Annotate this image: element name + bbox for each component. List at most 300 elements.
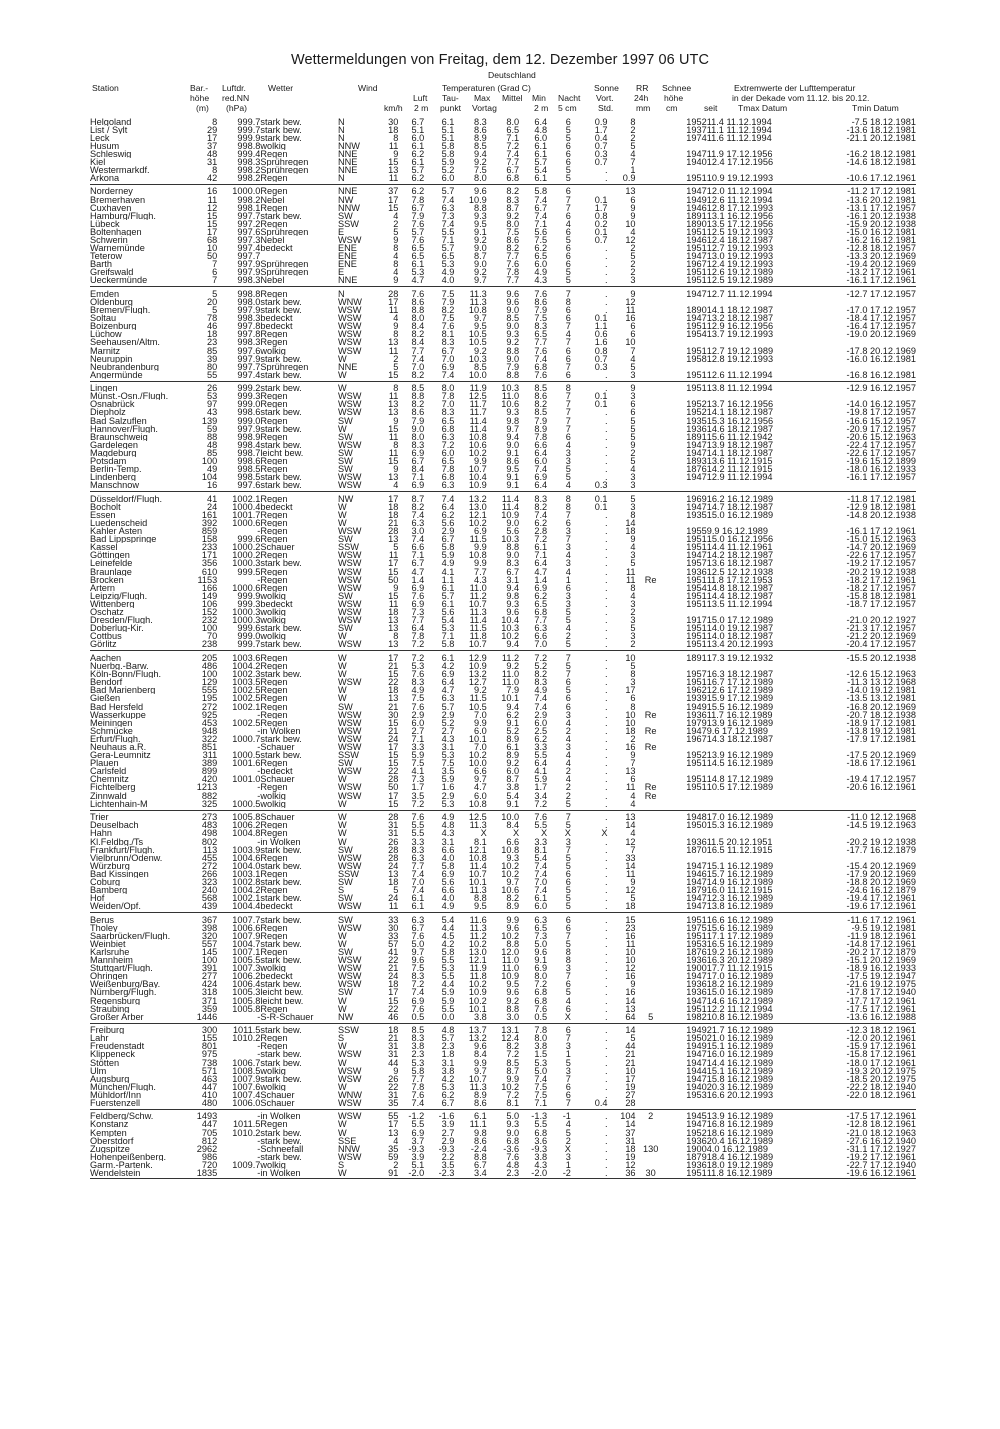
- record-since: 1947: [686, 440, 707, 449]
- snow-depth: [636, 535, 666, 543]
- air-temp: 5.5: [411, 829, 425, 838]
- max-temp: 10.8: [468, 306, 487, 315]
- sunshine: .: [604, 767, 608, 776]
- pressure: -: [257, 742, 261, 752]
- table-row: [90, 1026, 916, 1034]
- snow-depth: [636, 260, 666, 268]
- snow-depth: [636, 355, 666, 363]
- record-since: 1954: [686, 583, 707, 592]
- snow-depth: [636, 751, 666, 759]
- max-temp: 10.9: [468, 988, 487, 997]
- weather: stark bew.: [260, 473, 302, 482]
- sunshine: .: [604, 583, 608, 592]
- station-name: Barth: [90, 260, 112, 269]
- air-temp: 7.5: [411, 694, 425, 703]
- pressure: 998.7: [237, 448, 261, 457]
- min-temp: 7.1: [534, 551, 548, 560]
- tmin-record: -20.6 16.12.1961: [846, 783, 916, 792]
- record-since: 1947: [686, 726, 707, 735]
- tmax-record: 12.8 19.12.1993: [706, 354, 774, 363]
- bar-height: 23: [207, 338, 218, 347]
- table-row: [90, 1161, 916, 1169]
- air-temp: 6.3: [411, 915, 425, 924]
- pressure: -: [257, 1152, 261, 1161]
- night-temp: 7: [565, 931, 571, 940]
- wind-dir: W: [337, 653, 347, 663]
- tmin-record: -12.3 18.12.1961: [846, 1026, 916, 1035]
- pressure: 1000.5: [232, 751, 261, 760]
- table-row: [90, 425, 916, 433]
- table-row: [90, 355, 916, 363]
- pressure: 1002.3: [232, 670, 261, 679]
- night-temp: 2: [565, 726, 571, 735]
- table-row: [90, 551, 916, 559]
- wind-dir: W: [337, 510, 347, 519]
- wind-speed: 9: [393, 416, 399, 425]
- tmax-record: 11.8 16.12.1989: [706, 1169, 773, 1178]
- mean-temp: 10.8: [501, 845, 520, 854]
- weather: Regen: [260, 923, 288, 932]
- weather: Regen: [260, 518, 288, 528]
- wind-dir: W: [337, 370, 347, 379]
- night-temp: 4: [565, 567, 571, 576]
- dew-point: 5.7: [441, 1034, 455, 1043]
- tmin-record: -12.6 15.12.1963: [846, 670, 916, 679]
- min-temp: 7.4: [534, 1074, 548, 1083]
- snow-depth: [636, 473, 666, 481]
- pressure: 999.7: [237, 125, 261, 134]
- mean-temp: 5.4: [506, 791, 520, 800]
- air-temp: 7.2: [411, 980, 425, 989]
- mean-temp: 8.8: [506, 370, 520, 379]
- tmax-record: 15.3 16.12.1956: [706, 416, 774, 425]
- wind-dir: WSW: [337, 734, 362, 743]
- night-temp: 6: [565, 370, 571, 379]
- table-row: [90, 678, 916, 686]
- air-temp: 7.5: [411, 964, 425, 973]
- bar-height: 720: [201, 1160, 218, 1170]
- mean-temp: 9.8: [506, 416, 520, 425]
- night-temp: 6: [565, 1090, 571, 1100]
- max-temp: 8.5: [473, 362, 487, 371]
- pressure: 1006.0: [232, 1099, 261, 1108]
- sunshine: 0.3: [594, 481, 608, 490]
- wind-speed: 31: [388, 821, 399, 830]
- air-temp: 7.9: [411, 211, 425, 220]
- record-since: 1950: [686, 1034, 707, 1043]
- tmax-record: [707, 662, 815, 670]
- max-temp: 7.7: [473, 567, 487, 576]
- snow-depth: [636, 886, 666, 894]
- wind-dir: WSW: [337, 980, 362, 989]
- min-temp: 9.1: [534, 956, 548, 965]
- wind-dir: SSW: [337, 869, 359, 878]
- precipitation: 12: [625, 886, 636, 895]
- tmin-record: -20.4 17.12.1957: [846, 640, 916, 649]
- wind-speed: 11: [388, 392, 399, 401]
- tmax-record: 15.1 16.12.1989: [706, 1042, 774, 1051]
- tmax-record: [707, 767, 815, 775]
- station-name: Erfurt/Flugh.: [90, 734, 141, 743]
- wind-dir: WSW: [337, 1066, 362, 1075]
- table-row: [90, 743, 916, 751]
- min-temp: 5.3: [534, 1058, 548, 1067]
- weather: stark bew.: [260, 915, 302, 924]
- tmin-record: [815, 743, 916, 751]
- pressure: 999.0: [237, 400, 261, 409]
- weather: in Wolken: [260, 726, 301, 735]
- min-temp: 8.3: [534, 322, 548, 331]
- table-row: [90, 449, 916, 457]
- station-name: Magdeburg: [90, 448, 137, 457]
- night-temp: 6: [565, 583, 571, 592]
- air-temp: 7.6: [411, 1090, 425, 1100]
- night-temp: 5: [565, 125, 571, 134]
- sunshine: .: [604, 972, 608, 981]
- weather: Nebel: [260, 236, 285, 245]
- night-temp: 4: [565, 219, 571, 228]
- night-temp: 1: [565, 1050, 571, 1059]
- wind-speed: 13: [388, 400, 399, 409]
- bar-height: 155: [201, 1034, 218, 1043]
- table-row: [90, 727, 916, 735]
- snow-depth: [636, 584, 666, 592]
- tmin-record: [815, 1099, 916, 1107]
- air-temp: 6.1: [411, 141, 425, 150]
- station-name: Wasserkuppe: [90, 710, 146, 719]
- mean-temp: 9.0: [506, 551, 520, 560]
- air-temp: 8.7: [411, 494, 425, 503]
- air-temp: 7.0: [411, 877, 425, 887]
- bar-height: 498: [201, 829, 218, 838]
- min-temp: 1.4: [534, 575, 548, 584]
- record-since: 1947: [686, 289, 707, 298]
- mean-temp: 9.1: [506, 481, 520, 490]
- precipitation: 11: [626, 567, 636, 576]
- wind-dir: W: [337, 670, 347, 679]
- precipitation: 5: [630, 141, 636, 150]
- record-since: 1947: [686, 902, 707, 911]
- snow-depth: [636, 735, 666, 743]
- mean-temp: 7.1: [506, 133, 520, 142]
- station-name: Mühldorf/Inn: [90, 1090, 142, 1100]
- dew-point: 5.3: [441, 260, 455, 269]
- weather: stark bew.: [260, 384, 302, 393]
- pressure: 1010.2: [232, 1128, 261, 1137]
- dew-point: 4.4: [441, 923, 455, 932]
- weather: stark bew.: [260, 297, 302, 307]
- min-temp: 6.4: [534, 117, 548, 126]
- weather: Regen: [260, 457, 288, 466]
- precipitation: 12: [625, 837, 636, 846]
- tmax-record: [707, 608, 815, 616]
- max-temp: 8.6: [473, 1099, 487, 1108]
- station-group: [90, 813, 916, 910]
- night-temp: 5: [565, 939, 571, 948]
- wind-speed: 18: [388, 608, 399, 617]
- max-temp: 8.8: [473, 203, 487, 212]
- table-row: [90, 187, 916, 195]
- record-since: [666, 854, 707, 862]
- station-name: Berlin-Temp.: [90, 465, 142, 474]
- wind-dir: WSW: [337, 559, 362, 568]
- max-temp: 13.2: [468, 1034, 487, 1043]
- table-row: [90, 1120, 916, 1128]
- wind-dir: SSW: [337, 751, 359, 760]
- sunshine: 0.1: [594, 314, 608, 323]
- sunshine: .: [604, 551, 608, 560]
- night-temp: X: [564, 1144, 571, 1153]
- night-temp: 7: [565, 322, 571, 331]
- mean-temp: 9.2: [506, 759, 520, 768]
- dew-point: 2.2: [441, 1152, 455, 1161]
- sunshine: .: [604, 1082, 608, 1091]
- night-temp: 6: [565, 694, 571, 703]
- pressure: 998.6: [237, 408, 261, 417]
- max-temp: 9.4: [473, 149, 487, 158]
- pressure: 1006.6: [232, 923, 261, 932]
- snow-depth: [636, 126, 666, 134]
- air-temp: 7.7: [411, 616, 425, 625]
- mean-temp: 9.1: [506, 799, 520, 808]
- precipitation: 19: [625, 1082, 636, 1091]
- tmin-record: -19.2 17.12.1961: [846, 1152, 916, 1161]
- min-temp: 5.5: [534, 751, 548, 760]
- snow-depth: [636, 228, 666, 236]
- header-bar-3: (m): [196, 103, 209, 113]
- sunshine: .: [604, 1144, 608, 1153]
- station-name: Seehausen/Altm.: [90, 338, 160, 347]
- tmin-record: [815, 363, 916, 371]
- air-temp: 3.3: [411, 837, 425, 846]
- snow-depth: [636, 988, 666, 996]
- bar-height: 398: [201, 923, 218, 932]
- pressure: 997.7: [237, 362, 261, 371]
- snow-depth: [636, 878, 666, 886]
- air-temp: 1.4: [411, 575, 425, 584]
- bar-height: 53: [207, 392, 218, 401]
- wind-speed: 15: [388, 759, 399, 768]
- record-since: 1952: [686, 1128, 707, 1137]
- tmin-record: -24.6 16.12.1879: [846, 886, 916, 895]
- record-since: 1951: [686, 268, 707, 277]
- station-name: Düsseldorf/Flugh.: [90, 494, 163, 503]
- table-row: [90, 948, 916, 956]
- snow-depth: [636, 862, 666, 870]
- dew-point: -2.3: [438, 1169, 455, 1178]
- wind-dir: NNE: [337, 276, 358, 285]
- station-name: Berus: [90, 915, 115, 924]
- tmax-record: 16.8 16.12.1989: [706, 1120, 774, 1129]
- pressure: 997.8: [237, 330, 261, 339]
- station-name: Artern: [90, 583, 116, 592]
- pressure: 998.8: [237, 289, 261, 298]
- night-temp: 7: [565, 195, 571, 204]
- wind-dir: NNW: [337, 203, 360, 212]
- precipitation: 9: [630, 203, 636, 212]
- station-name: Oldenburg: [90, 297, 133, 307]
- record-since: [666, 662, 707, 670]
- sunshine: 0.8: [594, 346, 608, 355]
- snow-depth: Re: [644, 742, 657, 752]
- pressure: 1001.6: [232, 759, 261, 768]
- min-temp: 7.8: [534, 432, 548, 441]
- wind-speed: 22: [388, 1082, 399, 1091]
- table-row: [90, 1153, 916, 1161]
- wind-dir: SW: [337, 845, 353, 854]
- precipitation: 2: [630, 734, 636, 743]
- table-row: [90, 347, 916, 355]
- bar-height: 311: [202, 751, 218, 760]
- tmax-record: [707, 142, 815, 150]
- max-temp: 9.8: [473, 1128, 487, 1137]
- tmin-record: -14.7 20.12.1969: [846, 543, 916, 552]
- wind-speed: 11: [388, 141, 399, 150]
- mean-temp: 7.8: [506, 268, 520, 277]
- tmin-record: -18.4 17.12.1957: [846, 314, 916, 323]
- night-temp: 5: [565, 133, 571, 142]
- night-temp: 6: [565, 1004, 571, 1013]
- night-temp: X: [564, 829, 571, 838]
- bar-height: 11: [207, 195, 218, 204]
- station-name: Osnabrück: [90, 400, 135, 409]
- max-temp: 10.9: [468, 195, 487, 204]
- pressure: 1001.0: [232, 775, 261, 784]
- max-temp: 7.0: [473, 742, 487, 752]
- air-temp: 6.7: [411, 203, 425, 212]
- precipitation: 33: [625, 853, 636, 862]
- wind-dir: WNW: [337, 297, 362, 307]
- wind-speed: 4: [393, 252, 399, 261]
- table-row: [90, 268, 916, 276]
- sunshine: .: [604, 608, 608, 617]
- tmax-record: 16.0 11.12.1915: [706, 886, 773, 895]
- tmin-record: -17.5 17.12.1961: [846, 1004, 916, 1013]
- max-temp: 11.7: [469, 400, 487, 409]
- table-row: [90, 400, 916, 408]
- tmin-record: [815, 608, 916, 616]
- snow-depth: [636, 559, 666, 567]
- mean-temp: 9.0: [506, 354, 520, 363]
- snow-depth: [636, 298, 666, 306]
- mean-temp: 9.8: [506, 591, 520, 600]
- pressure: 998.6: [237, 457, 261, 466]
- station-name: Lingen: [90, 384, 118, 393]
- min-temp: 7.4: [534, 861, 548, 870]
- bar-height: 486: [201, 662, 218, 671]
- night-temp: 3: [565, 599, 571, 608]
- sunshine: 0.4: [594, 1099, 608, 1108]
- station-name: Lübeck: [90, 219, 120, 228]
- wind-dir: W: [337, 686, 347, 695]
- sunshine: .: [604, 465, 608, 474]
- wind-speed: 15: [388, 203, 399, 212]
- station-name: Emden: [90, 289, 120, 298]
- station-name: Zinnwald: [90, 791, 127, 800]
- min-temp: 6.1: [534, 141, 548, 150]
- wind-dir: WSW: [337, 314, 362, 323]
- table-row: [90, 417, 916, 425]
- precipitation: 16: [625, 972, 636, 981]
- wind-speed: 30: [388, 117, 399, 126]
- min-temp: 6.1: [534, 149, 548, 158]
- tmin-record: [815, 792, 916, 800]
- pressure: 1011.5: [232, 1026, 261, 1035]
- max-temp: 10.2: [468, 448, 487, 457]
- weather: wolkig: [260, 1160, 286, 1170]
- precipitation: 10: [625, 219, 636, 228]
- tmax-record: 14.1 18.12.1987: [706, 306, 774, 315]
- table-row: [90, 759, 916, 767]
- wind-speed: 8: [393, 244, 399, 253]
- sunshine: .: [604, 166, 608, 175]
- precipitation: 16: [625, 314, 636, 323]
- mean-temp: 9.2: [506, 662, 520, 671]
- max-temp: 10.9: [468, 662, 487, 671]
- bar-height: 97: [207, 400, 218, 409]
- wind-dir: W: [337, 775, 347, 784]
- precipitation: 3: [630, 370, 636, 379]
- bar-height: 272: [201, 702, 218, 711]
- record-since: 1949: [686, 1026, 707, 1035]
- record-since: 1951: [686, 931, 707, 940]
- weather: Regen: [260, 853, 288, 862]
- night-temp: 5: [565, 268, 571, 277]
- max-temp: 10.1: [468, 1004, 487, 1013]
- air-temp: 9.7: [411, 948, 425, 957]
- pressure: 1004.0: [232, 861, 261, 870]
- air-temp: 4.7: [411, 567, 425, 576]
- tmax-record: 14.7 18.12.1987: [706, 502, 774, 511]
- table-row: [90, 298, 916, 306]
- min-temp: 7.4: [534, 211, 548, 220]
- table-row: [90, 792, 916, 800]
- tmax-record: 12.7 11.12.1994: [706, 289, 773, 298]
- max-temp: 8.9: [473, 1090, 487, 1100]
- tmin-record: -16.2 18.12.1981: [846, 149, 916, 158]
- tmin-record: -12.8 18.12.1961: [846, 1120, 916, 1129]
- min-temp: 7.6: [534, 346, 548, 355]
- station-name: Weißenburg/Bay.: [90, 980, 161, 989]
- air-temp: 7.6: [411, 591, 425, 600]
- record-since: 1947: [686, 877, 707, 887]
- max-temp: 10.0: [468, 759, 487, 768]
- station-name: Feldberg/Schw.: [90, 1112, 154, 1121]
- precipitation: 14: [625, 821, 636, 830]
- air-temp: 5.3: [411, 268, 425, 277]
- weather: Regen: [260, 203, 288, 212]
- max-temp: 10.7: [468, 640, 487, 649]
- table-row: [90, 495, 916, 503]
- dew-point: 6.1: [441, 117, 455, 126]
- station-name: Warnemünde: [90, 244, 145, 253]
- record-since: 1936: [686, 956, 707, 965]
- max-temp: 9.7: [473, 775, 487, 784]
- snow-depth: [636, 527, 666, 535]
- bar-height: 166: [201, 583, 218, 592]
- night-temp: 4: [565, 440, 571, 449]
- dew-point: 4.9: [441, 559, 455, 568]
- record-since: 1951: [686, 632, 707, 641]
- min-temp: 3.8: [534, 1152, 548, 1161]
- bar-height: 859: [201, 527, 218, 536]
- pressure: 1008.5: [232, 1066, 261, 1075]
- min-temp: 7.3: [534, 931, 548, 940]
- night-temp: 7: [565, 392, 571, 401]
- pressure: -: [257, 726, 261, 735]
- tmax-record: 15.6 16.12.1989: [706, 923, 774, 932]
- weather: stark bew.: [260, 734, 302, 743]
